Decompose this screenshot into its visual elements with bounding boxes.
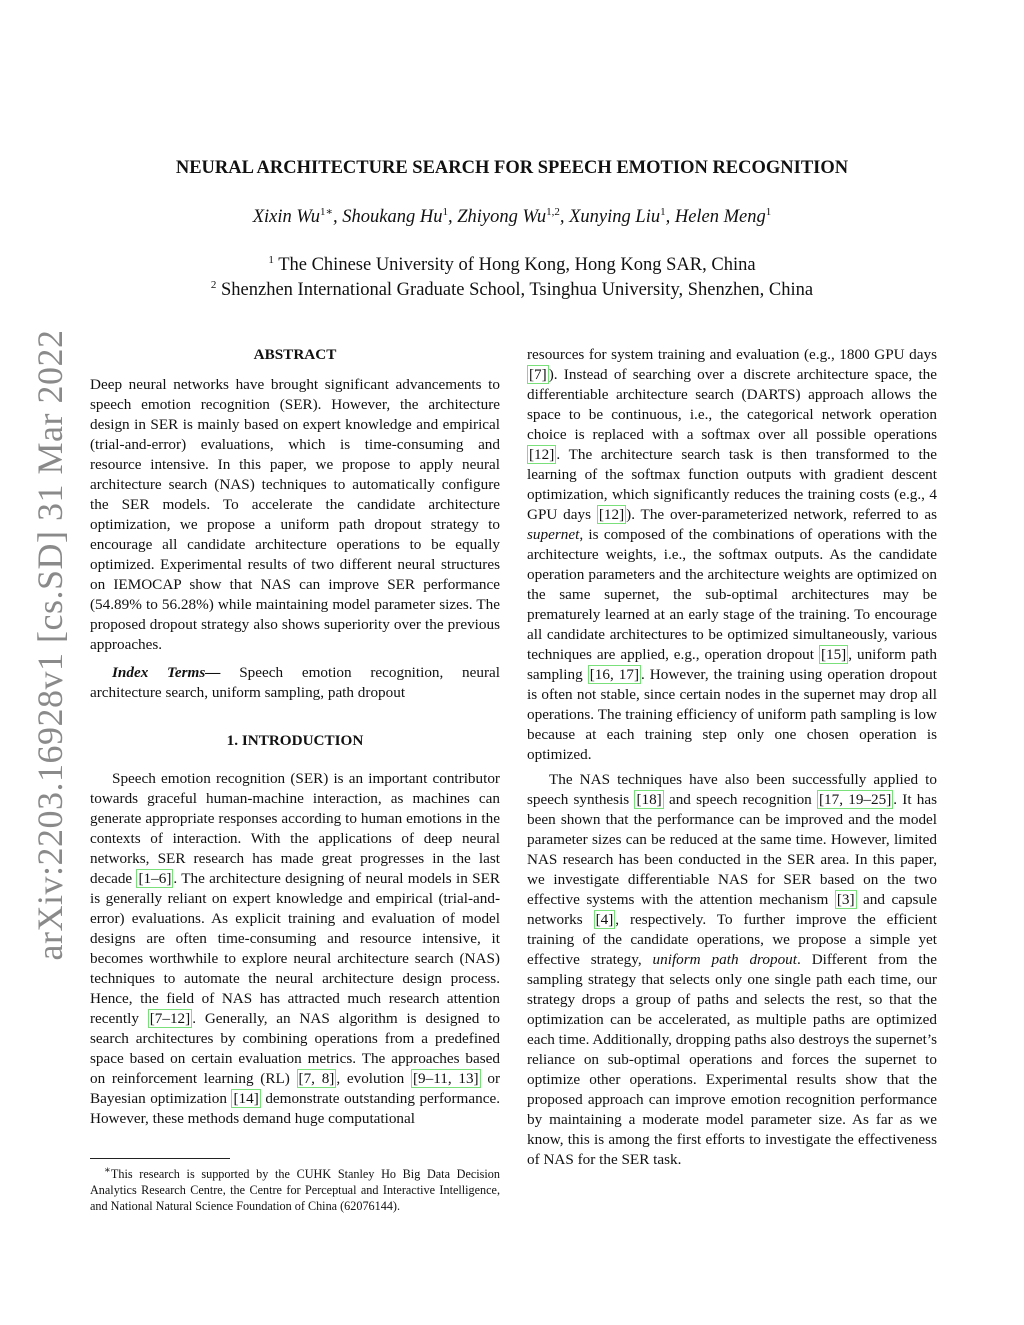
author-name: Zhiyong Wu xyxy=(457,207,547,228)
affiliation-1-text: The Chinese University of Hong Kong, Hong Kong SAR, China xyxy=(278,255,756,276)
affiliation-2-text: Shenzhen International Graduate School, Tsinghua University, Shenzhen, China xyxy=(221,280,814,301)
author-affiliation-mark: 1 xyxy=(765,206,772,218)
abstract-text: Deep neural networks have brought significant advancements to speech emotion recognition (SER). However, the architecture design in SER is mainly based on expert knowledge and empirical (trial-and-error) evaluations, which is time-consuming and resource intensive. In this paper, we propose to apply neural architecture search (NAS) techniques to automatically configure the SER models. To accelerate the candidate architecture optimization, we propose a uniform path dropout strategy to encourage all candidate architecture operations to be equally optimized. Experimental results of two different neural structures on IEMOCAP show that NAS can improve SER performance (54.89% to 56.28%) while maintaining model parameter sizes. The proposed dropout strategy also shows superiority over the previous approaches. xyxy=(90,376,500,653)
citation-link[interactable]: [18] xyxy=(636,791,662,808)
affiliation-1-number: 1 xyxy=(268,254,274,266)
citation-link[interactable]: [17, 19–25] xyxy=(819,791,892,808)
author-affiliation-mark: 1 xyxy=(660,206,666,218)
footnote-text: This research is supported by the CUHK Stanley Ho Big Data Decision Analytics Research Centre, the Centre for Perceptual and Interactive Intelligence, and National Natural Science Foundation of China (62076144). xyxy=(90,1167,500,1214)
author-name: Xixin Wu xyxy=(252,207,321,228)
author-list: Xixin $Wu^{1∗}$, Shoukang Hu$^1$, Zhiyong Wu$^{1,2}$, Xunying Liu$^1$, Helen Meng$^1$ xyxy=(252,206,772,228)
author-affiliation-mark: 1,2 xyxy=(546,206,560,218)
citation-link[interactable]: [1–6] xyxy=(138,870,172,887)
index-terms-text: Speech emotion recognition, neural architecture search, uniform sampling, path dropout xyxy=(90,664,501,701)
intro-paragraph-1: Speech emotion recognition (SER) is an important contributor towards graceful human-machine interaction, as machines can generate appropriate responses according to human emotions in the contexts of interaction. With the applications of deep neural networks, SER research has made great progresses in the last decade [1–6] . The architecture designing of neural models in SER is generally reliant on expert knowledge and empirical (trial-and-error) evaluations. As explicit training and evaluation of model designs are often time-consuming and resource intensive, it becomes worthwhile to explore neural architecture search (NAS) techniques to automate the neural architecture design process. Hence, the field of NAS has attracted much research attention recently [7–12] . Generally, an NAS algorithm is designed to search architectures by combining operations from a predefined space based on certain evaluation metrics. The approaches based on reinforcement learning (RL) [7, 8] , evolution [9–11, 13] or Bayesian optimization [14] demonstrate outstanding performance. However, these methods demand huge computational xyxy=(90,770,500,1127)
affiliation-2-number: 2 xyxy=(210,279,217,291)
affiliation-2 xyxy=(0,279,1024,301)
citation-link[interactable]: [12] xyxy=(529,446,555,463)
citation-link[interactable]: [12] xyxy=(598,506,625,523)
footnote-divider xyxy=(90,1158,230,1159)
author-affiliation-mark: 1∗ xyxy=(320,206,334,218)
author-name: Helen Meng xyxy=(674,207,766,228)
citation-link[interactable]: [14] xyxy=(233,1090,259,1107)
citation-link[interactable]: [16, 17] xyxy=(589,666,639,683)
emphasized-term: uniform path dropout xyxy=(652,951,797,968)
citation-link[interactable]: [7] xyxy=(529,366,547,383)
footnote xyxy=(90,1163,500,1214)
citation-link[interactable]: [3] xyxy=(836,891,855,908)
citation-link[interactable]: [7, 8] xyxy=(298,1070,335,1087)
citation-link[interactable]: [9–11, 13] xyxy=(412,1070,479,1087)
index-terms-label: Index Terms— xyxy=(112,664,221,681)
intro-paragraph-2: resources for system training and evaluation (e.g., 1800 GPU days [7] ). Instead of searching over a discrete architecture space, the differentiable architecture search (DARTS) approach allows the space to be continuous, i.e., the categorical network operation choice is replaced with a softmax over all possible operations [12] . The architecture search task is then transformed to the learning of the softmax function outputs with gradient descent optimization, which significantly reduces the training costs (e.g., 4 GPU days [12] ). The over-parameterized network, referred to as supernet, is composed of the combinations of operations with the architecture weights, i.e., the softmax outputs. As the candidate operation parameters and the architecture weights are optimized on the same supernet, the sub-optimal architectures may be prematurely learned at an early stage of the training. To encourage all candidate architectures to be optimized simultaneously, various techniques are applied, e.g., operation dropout [15] , uniform path sampling [16, 17] . However, the training using operation dropout is often not stable, since certain nodes in the supernet may drop all operations. The training efficiency of uniform path sampling is low because at each training step only one chosen operation is optimized. xyxy=(527,346,937,763)
citation-link[interactable]: [4] xyxy=(595,911,614,928)
citation-link[interactable]: [15] xyxy=(820,646,847,663)
arxiv-identifier: arXiv:2203.16928v1 [cs.SD] 31 Mar 2022 xyxy=(30,329,70,961)
paper-title: NEURAL ARCHITECTURE SEARCH FOR SPEECH EMOTION RECOGNITION xyxy=(175,158,849,178)
author-name: Xunying Liu xyxy=(569,207,661,228)
left-column xyxy=(90,345,500,1129)
author-name: Shoukang Hu xyxy=(342,207,443,228)
citation-link[interactable]: [7–12] xyxy=(149,1010,191,1027)
abstract-heading: ABSTRACT xyxy=(253,346,337,363)
introduction-heading: 1. INTRODUCTION xyxy=(226,732,364,749)
right-column xyxy=(527,345,937,1170)
affiliation-1 xyxy=(0,254,1024,276)
emphasized-term: supernet xyxy=(527,526,580,543)
footnote-mark: ∗ xyxy=(104,1165,111,1176)
intro-paragraph-3: The NAS techniques have also been successfully applied to speech synthesis [18] and speech recognition [17, 19–25] . It has been shown that the performance can be improved and the model parameter sizes can be reduced at the same time. However, limited NAS research has been conducted in the SER area. In this paper, we investigate differentiable NAS for SER based on the two effective systems with the attention mechanism [3] and capsule networks [4] , respectively. To further improve the efficient training of the candidate operations, we propose a simple yet effective strategy, uniform path dropout. Different from the sampling strategy that selects only one single path each time, our strategy drops a group of paths and selects the rest, so that the optimization can be accelerated, as multiple paths are optimized each time. Additionally, dropping paths also destroys the supernet’s reliance on sub-optimal operations and forces the supernet to optimize other operations. Experimental results show that the proposed approach can improve emotion recognition performance by maintaining a moderate model parameter size. As far as we know, this is among the first efforts to investigate the effectiveness of NAS for the SER task. xyxy=(527,771,938,1168)
index-terms xyxy=(90,663,500,703)
author-affiliation-mark: 1 xyxy=(442,206,448,218)
